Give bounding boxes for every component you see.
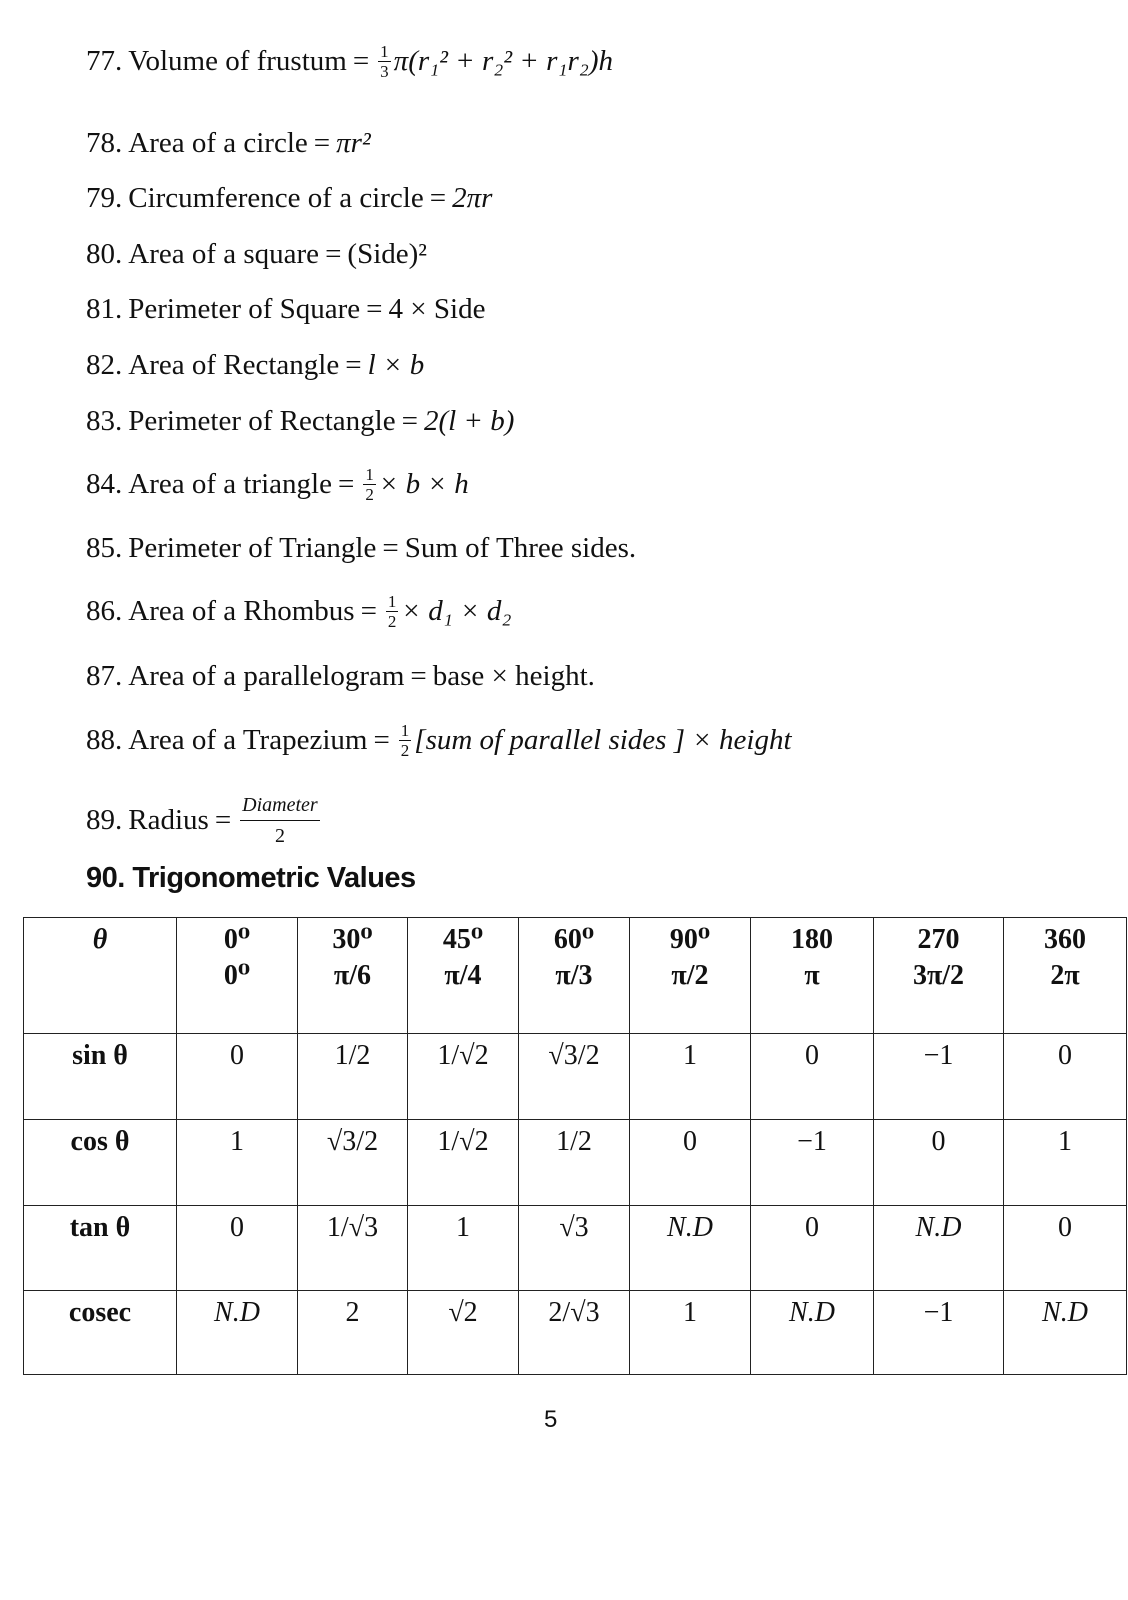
numerator: Diameter — [240, 790, 320, 821]
cell-wrap — [556, 1124, 592, 1160]
equals-sign: = — [382, 532, 399, 564]
numerator: 1 — [365, 465, 374, 484]
formula-item — [86, 127, 371, 160]
cell-wrap — [71, 1124, 130, 1160]
cell-wrap — [805, 1038, 819, 1074]
header-values — [93, 922, 108, 958]
table-cell — [177, 1034, 298, 1120]
table-cell — [751, 1120, 874, 1206]
table-cell — [519, 1206, 630, 1291]
formula-label: Perimeter of Square — [128, 293, 361, 325]
equals-sign: = — [345, 349, 362, 381]
numerator: 1 — [380, 42, 389, 61]
header-values — [1044, 922, 1086, 994]
table-cell — [751, 1206, 874, 1291]
row-label — [24, 1291, 177, 1375]
formula-item — [86, 293, 485, 326]
formula-item — [86, 349, 424, 382]
cell-value: 0 — [230, 1212, 244, 1243]
cell-wrap — [548, 1295, 599, 1331]
cell-wrap — [456, 1210, 470, 1246]
formula-number: 81. — [86, 293, 123, 325]
header-cell — [408, 918, 519, 1034]
table-cell — [630, 1291, 751, 1375]
equals-sign: = — [325, 238, 342, 270]
cell-value: N.D — [789, 1297, 835, 1328]
formula-label: Circumference of a circle — [128, 182, 424, 214]
header-cell — [519, 918, 630, 1034]
equals-sign: = — [410, 660, 427, 692]
cell-value: −1 — [923, 1297, 954, 1328]
cell-wrap — [346, 1295, 360, 1331]
formula-label: Area of a Rhombus — [128, 595, 355, 627]
header-cell — [177, 918, 298, 1034]
equals-sign: = — [214, 804, 232, 836]
formula-expression: × d₁ × d₂ — [401, 595, 512, 627]
cell-value: N.D — [915, 1212, 962, 1243]
cell-value: √2 — [448, 1297, 478, 1328]
denominator: 2 — [365, 485, 374, 504]
cell-value: −1 — [923, 1040, 954, 1071]
cell-value: N.D — [667, 1212, 713, 1243]
formula-item — [86, 660, 595, 693]
header-value: 30⁰ — [332, 924, 373, 955]
header-value: 180 — [791, 924, 833, 955]
cell-wrap — [916, 1210, 962, 1246]
cell-wrap — [1058, 1038, 1072, 1074]
formula-number: 89. — [86, 804, 123, 836]
equals-sign: = — [352, 45, 370, 77]
cell-wrap — [1058, 1210, 1072, 1246]
formula-label: Volume of frustum — [128, 45, 347, 77]
header-cell — [751, 918, 874, 1034]
header-values — [791, 922, 833, 994]
header-value: 3π/2 — [912, 960, 965, 991]
cell-value: 0 — [805, 1212, 819, 1243]
denominator: 2 — [274, 825, 285, 847]
cell-wrap — [230, 1124, 244, 1160]
header-value: 90⁰ — [669, 924, 711, 955]
table-cell — [519, 1120, 630, 1206]
formula-item — [86, 405, 514, 438]
header-value: 360 — [1044, 924, 1086, 955]
formula-expression: × b × h — [378, 468, 469, 500]
cell-value: 0 — [1058, 1212, 1072, 1243]
formula-number: 86. — [86, 595, 123, 627]
formula-number: 80. — [86, 238, 123, 270]
cell-value: 0 — [805, 1040, 819, 1071]
formula-label: Area of a Trapezium — [128, 724, 368, 756]
cell-value: √3/2 — [326, 1126, 379, 1157]
cell-value: 1/√2 — [437, 1126, 489, 1157]
formula-expression: (Side)² — [347, 238, 427, 270]
header-value: 270 — [917, 924, 960, 955]
formula-expression: 2(l + b) — [423, 405, 515, 437]
cell-wrap — [327, 1210, 378, 1246]
formula-item — [86, 790, 323, 851]
formula-label: Perimeter of Triangle — [128, 532, 377, 564]
table-cell — [874, 1291, 1004, 1375]
cell-value: 0 — [931, 1126, 946, 1157]
formula-item — [86, 42, 613, 81]
row-label — [24, 1120, 177, 1206]
numerator: 1 — [387, 592, 397, 611]
header-cell — [298, 918, 408, 1034]
cell-value: 0 — [230, 1040, 244, 1071]
header-value: π/3 — [555, 960, 593, 991]
row-label-text: tan θ — [69, 1212, 131, 1243]
numerator: 1 — [400, 721, 410, 740]
formula-label: Area of a square — [128, 238, 320, 270]
equals-sign: = — [337, 468, 355, 500]
header-value: 45⁰ — [442, 924, 484, 955]
row-label-text: cos θ — [70, 1126, 130, 1157]
header-values — [224, 922, 250, 994]
table-row — [24, 1291, 1127, 1375]
cell-wrap — [924, 1295, 954, 1331]
formula-expression: 2πr — [452, 182, 493, 214]
equals-sign: = — [401, 405, 418, 437]
page-number: 5 — [544, 1406, 558, 1433]
cell-wrap — [335, 1038, 371, 1074]
header-value: 60⁰ — [553, 924, 595, 955]
fraction — [240, 790, 320, 851]
table-row — [24, 1206, 1127, 1291]
trig-values-table — [23, 917, 1127, 1375]
cell-value: 2 — [345, 1297, 360, 1328]
formula-number: 83. — [86, 405, 123, 437]
table-cell — [298, 1206, 408, 1291]
table-row — [24, 1120, 1127, 1206]
formula-number: 78. — [86, 127, 123, 159]
formula-number: 77. — [86, 45, 123, 77]
formula-number: 87. — [86, 660, 123, 692]
header-value: 0⁰ — [223, 960, 251, 991]
table-cell — [408, 1206, 519, 1291]
cell-value: 1/2 — [556, 1126, 592, 1157]
row-label — [24, 1206, 177, 1291]
table-cell — [519, 1291, 630, 1375]
formula-expression: πr² — [336, 127, 371, 159]
formula-expression: base × height. — [432, 660, 595, 692]
table-cell — [630, 1034, 751, 1120]
cell-value: 1 — [683, 1297, 697, 1328]
cell-value: 0 — [683, 1126, 697, 1157]
formula-expression: 4 × Side — [388, 293, 486, 325]
cell-wrap — [667, 1210, 713, 1246]
table-cell — [1004, 1120, 1127, 1206]
formula-item — [86, 721, 792, 760]
cell-wrap — [437, 1038, 488, 1074]
formula-number: 88. — [86, 724, 123, 756]
cell-wrap — [789, 1295, 835, 1331]
cell-wrap — [327, 1124, 378, 1160]
header-values — [554, 922, 594, 994]
formula-expression: π(r₁² + r₂² + r₁r₂)h — [393, 45, 614, 77]
table-cell — [630, 1120, 751, 1206]
cell-wrap — [683, 1038, 697, 1074]
header-values — [332, 922, 372, 994]
cell-value: 1/2 — [334, 1040, 371, 1071]
formula-item — [86, 182, 492, 215]
row-label — [24, 1034, 177, 1120]
cell-wrap — [1042, 1295, 1088, 1331]
formula-item — [86, 465, 469, 504]
header-value: θ — [92, 924, 108, 955]
table-cell — [298, 1291, 408, 1375]
fraction — [386, 592, 399, 631]
table-cell — [874, 1206, 1004, 1291]
cell-value: 1 — [456, 1212, 470, 1243]
cell-wrap — [797, 1124, 827, 1160]
header-cell — [1004, 918, 1127, 1034]
cell-value: 1/√3 — [326, 1212, 379, 1243]
cell-value: N.D — [214, 1297, 260, 1328]
header-cell — [874, 918, 1004, 1034]
formula-number: 82. — [86, 349, 123, 381]
table-cell — [874, 1034, 1004, 1120]
cell-wrap — [69, 1295, 131, 1331]
formula-label: Area of a triangle — [128, 468, 332, 500]
cell-value: √3 — [559, 1212, 589, 1243]
equals-sign: = — [360, 595, 377, 627]
cell-wrap — [72, 1038, 128, 1074]
table-cell — [874, 1120, 1004, 1206]
cell-wrap — [230, 1210, 244, 1246]
table-cell — [1004, 1291, 1127, 1375]
header-value: 2π — [1050, 960, 1080, 991]
table-cell — [408, 1120, 519, 1206]
cell-wrap — [448, 1295, 477, 1331]
equals-sign: = — [313, 127, 331, 159]
cell-wrap — [683, 1295, 697, 1331]
cell-wrap — [559, 1210, 588, 1246]
cell-wrap — [437, 1124, 488, 1160]
denominator: 3 — [380, 62, 389, 81]
equals-sign: = — [373, 724, 390, 756]
cell-value: 1/√2 — [437, 1040, 489, 1071]
fraction — [378, 42, 391, 81]
table-cell — [751, 1034, 874, 1120]
header-values — [670, 922, 710, 994]
cell-wrap — [230, 1038, 244, 1074]
cell-value: 1 — [683, 1040, 697, 1071]
table-header-row — [24, 918, 1127, 1034]
header-cell — [24, 918, 177, 1034]
formula-item — [86, 238, 427, 271]
header-value: 0⁰ — [223, 924, 251, 955]
cell-wrap — [1058, 1124, 1072, 1160]
fraction — [363, 465, 376, 504]
cell-wrap — [683, 1124, 697, 1160]
table-row — [24, 1034, 1127, 1120]
table-cell — [751, 1291, 874, 1375]
table-cell — [177, 1120, 298, 1206]
formula-number: 84. — [86, 468, 123, 500]
cell-value: 1 — [1058, 1126, 1072, 1157]
fraction — [399, 721, 412, 760]
cell-wrap — [214, 1295, 260, 1331]
table-cell — [630, 1206, 751, 1291]
cell-wrap — [805, 1210, 819, 1246]
denominator: 2 — [387, 612, 397, 631]
cell-value: 2/√3 — [548, 1297, 600, 1328]
formula-expression: [sum of parallel sides ] × height — [414, 724, 792, 756]
header-values — [913, 922, 964, 994]
table-cell — [298, 1034, 408, 1120]
cell-wrap — [924, 1038, 954, 1074]
header-cell — [630, 918, 751, 1034]
section-heading: 90. Trigonometric Values — [86, 862, 416, 894]
formula-label: Area of Rectangle — [128, 349, 340, 381]
header-value: π/2 — [671, 960, 709, 991]
header-value: π/4 — [444, 960, 482, 991]
table-cell — [298, 1120, 408, 1206]
row-label-text: sin θ — [72, 1040, 128, 1071]
equals-sign: = — [366, 293, 383, 325]
cell-value: 0 — [1058, 1040, 1072, 1071]
denominator: 2 — [400, 741, 410, 760]
formula-item — [86, 592, 511, 631]
formula-label: Perimeter of Rectangle — [128, 405, 396, 437]
header-value: π/6 — [333, 960, 372, 991]
equals-sign: = — [429, 182, 447, 214]
table-cell — [177, 1291, 298, 1375]
formula-item — [86, 532, 636, 565]
cell-wrap — [70, 1210, 131, 1246]
cell-value: −1 — [797, 1126, 827, 1157]
formula-number: 85. — [86, 532, 123, 564]
header-values — [443, 922, 483, 994]
cell-wrap — [932, 1124, 946, 1160]
row-label-text: cosec — [68, 1297, 132, 1328]
table-cell — [1004, 1206, 1127, 1291]
table-cell — [177, 1206, 298, 1291]
formula-expression: l × b — [367, 349, 425, 381]
table-cell — [408, 1291, 519, 1375]
table-cell — [408, 1034, 519, 1120]
cell-value: √3/2 — [548, 1040, 600, 1071]
formula-label: Radius — [128, 804, 209, 836]
formula-expression: Sum of Three sides. — [404, 532, 637, 564]
formula-label: Area of a circle — [128, 127, 308, 159]
header-value: π — [804, 960, 820, 991]
formula-label: Area of a parallelogram — [128, 660, 405, 692]
formula-number: 79. — [86, 182, 123, 214]
cell-value: 1 — [230, 1126, 244, 1157]
table-cell — [1004, 1034, 1127, 1120]
cell-wrap — [548, 1038, 599, 1074]
cell-value: N.D — [1042, 1297, 1088, 1328]
table-cell — [519, 1034, 630, 1120]
